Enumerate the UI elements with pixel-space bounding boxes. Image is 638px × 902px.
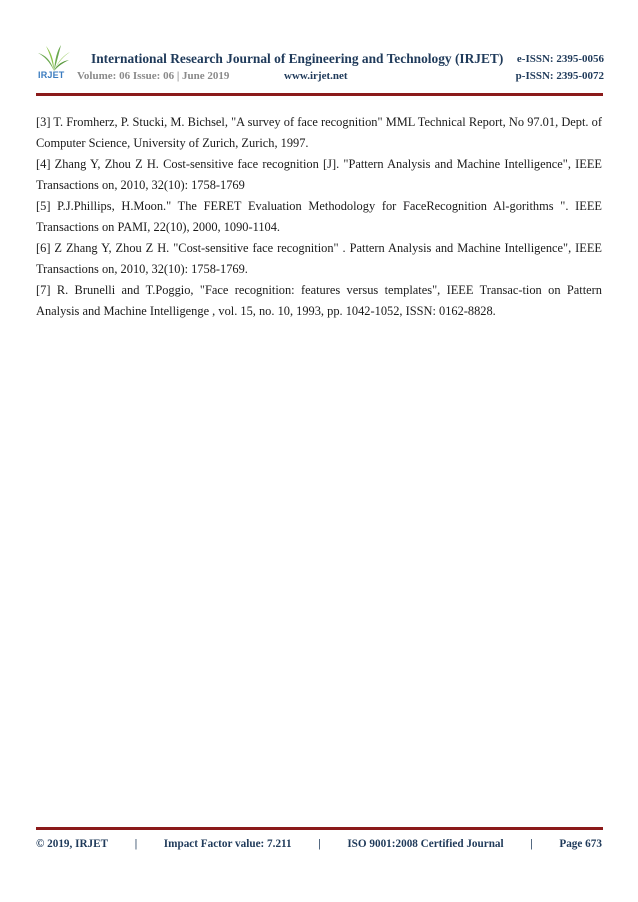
footer-separator: | <box>318 838 321 850</box>
irjet-logo <box>36 44 72 86</box>
reference-item: [4] Zhang Y, Zhou Z H. Cost-sensitive face recognition [J]. "Pattern Analysis and Machine Intelligence", IEEE Transactions on, 2010, 32(10): 1758-1769 <box>36 157 602 192</box>
eissn: e-ISSN: 2395-0056 <box>516 53 604 65</box>
reference-item: [5] P.J.Phillips, H.Moon." The FERET Evaluation Methodology for FaceRecognition Al-gorithms ". IEEE Transactions on PAMI, 22(10), 2000, 1090-1104. <box>36 199 602 234</box>
journal-title: International Research Journal of Engineering and Technology (IRJET) <box>91 51 504 66</box>
copyright: © 2019, IRJET <box>36 838 109 850</box>
footer-separator: | <box>134 838 138 850</box>
leaf-icon <box>36 44 72 72</box>
page-number: Page 673 <box>559 838 602 850</box>
reference-item: [7] R. Brunelli and T.Poggio, "Face recognition: features versus templates", IEEE Transac-tion on Pattern Analysis and Machine Intelligenge , vol. 15, no. 10, 1993, pp. 1042-1052, ISSN: 0162-8828. <box>36 283 602 318</box>
header-divider <box>36 93 603 96</box>
reference-item: [3] T. Fromherz, P. Stucki, M. Bichsel, "A survey of face recognition" MML Technical Report, No 97.01, Dept. of Computer Science, University of Zurich, Zurich, 1997. <box>36 115 602 150</box>
volume-issue: Volume: 06 Issue: 06 | June 2019 <box>77 70 230 82</box>
reference-item: [6] Z Zhang Y, Zhou Z H. "Cost-sensitive face recognition" . Pattern Analysis and Machine Intelligence", IEEE Transactions on, 2010, 32(10): 1758-1769. <box>36 241 602 276</box>
journal-header <box>36 44 604 90</box>
reference-list <box>36 112 602 322</box>
page-footer <box>36 838 602 850</box>
iso-certification: ISO 9001:2008 Certified Journal <box>347 838 504 850</box>
footer-divider <box>36 827 603 830</box>
pissn: p-ISSN: 2395-0072 <box>515 70 604 82</box>
website-link[interactable]: www.irjet.net <box>284 70 348 82</box>
logo-wordmark: IRJET <box>38 70 65 80</box>
impact-factor: Impact Factor value: 7.211 <box>163 838 292 850</box>
footer-separator: | <box>530 838 533 850</box>
